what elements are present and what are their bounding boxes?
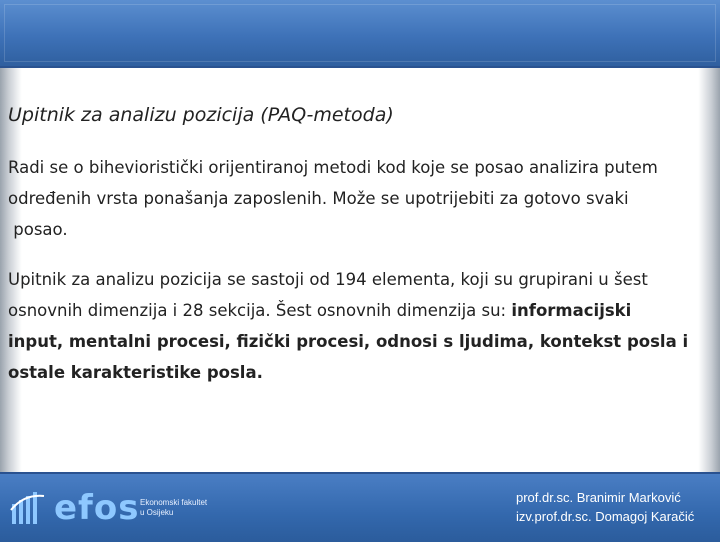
paragraph-1: [8, 152, 712, 245]
paragraph-1-line-2: određenih vrsta ponašanja zaposlenih. Može se upotrijebiti za gotovo svaki: [8, 189, 629, 208]
paragraph-2: [8, 264, 712, 388]
author-1: prof.dr.sc. Branimir Marković: [516, 490, 681, 505]
header-bar-inner: [4, 4, 716, 62]
logo-subtitle-line-2: u Osijeku: [140, 508, 174, 517]
efos-logo: [10, 488, 210, 530]
paragraph-2-line-3: input, mentalni procesi, fizički procesi, odnosi s ljudima, kontekst posla i: [8, 332, 689, 351]
paragraph-2-line-2-normal: osnovnih dimenzija i 28 sekcija. Šest osnovnih dimenzija su:: [8, 301, 512, 320]
logo-wordmark: efos: [54, 488, 140, 528]
footer-bar: [0, 472, 720, 542]
slide-subtitle: Upitnik za analizu pozicija (PAQ-metoda): [8, 104, 394, 126]
author-2: izv.prof.dr.sc. Domagoj Karačić: [516, 509, 695, 524]
logo-subtitle: [140, 498, 207, 518]
paragraph-2-line-2-bold: informacijski: [511, 301, 632, 320]
slide-content: [8, 104, 712, 407]
paragraph-2-line-1: Upitnik za analizu pozicija se sastoji od 194 elementa, koji su grupirani u šest: [8, 270, 648, 289]
authors: [516, 488, 694, 526]
paragraph-1-line-1: Radi se o bihevioristički orijentiranoj metodi kod koje se posao analizira putem: [8, 158, 658, 177]
bar-chart-logo-icon: [10, 490, 50, 526]
header-bar: [0, 0, 720, 68]
paragraph-2-line-2: [8, 295, 712, 326]
paragraph-1-line-3: posao.: [8, 220, 68, 239]
paragraph-2-line-4: ostale karakteristike posla.: [8, 363, 263, 382]
logo-subtitle-line-1: Ekonomski fakultet: [140, 498, 208, 507]
